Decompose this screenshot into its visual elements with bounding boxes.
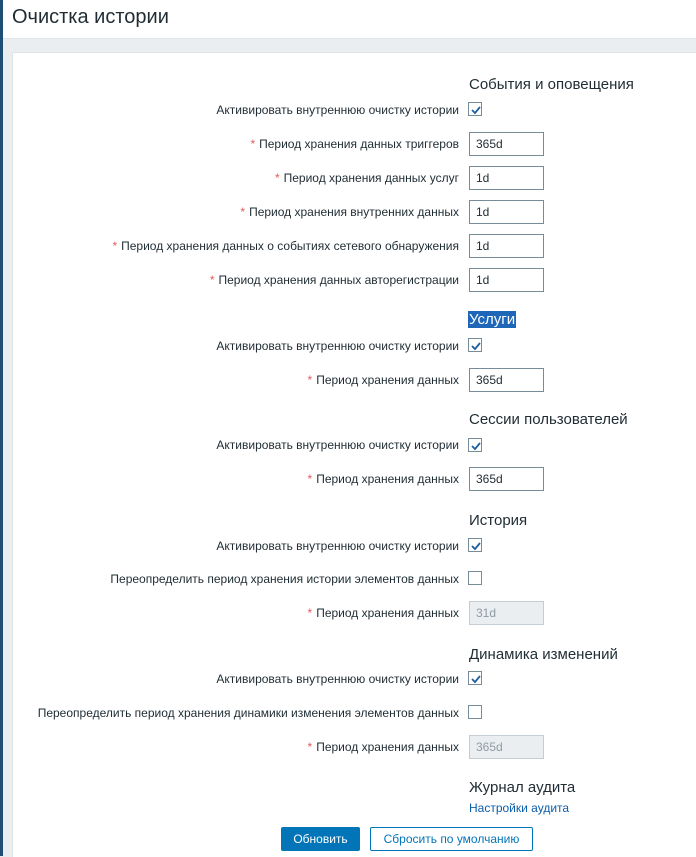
service-period-label: * Период хранения данных услуг [274, 171, 459, 185]
services-period-input[interactable] [469, 368, 544, 392]
trigger-period-input[interactable] [469, 132, 544, 156]
discovery-period-label: * Период хранения данных о событиях сетевого обнаружения [112, 239, 459, 253]
checkmark-icon [470, 340, 482, 352]
required-marker: * [307, 373, 313, 387]
history-period-label: * Период хранения данных [307, 606, 459, 620]
section-title-history: История [469, 512, 528, 529]
events-enable-label: Активировать внутреннюю очистку истории [216, 103, 459, 117]
services-period-label: * Период хранения данных [307, 373, 459, 387]
services-enable-label: Активировать внутреннюю очистку истории [216, 339, 459, 353]
autoreg-period-input[interactable] [469, 268, 544, 292]
section-title-sessions: Сессии пользователей [469, 411, 628, 428]
autoreg-period-label: * Период хранения данных авторегистрации [209, 273, 459, 287]
required-marker: * [250, 137, 256, 151]
trends-period-input [469, 735, 544, 759]
page-header [3, 0, 696, 39]
required-marker: * [307, 606, 313, 620]
sidebar-edge [0, 0, 3, 856]
history-override-checkbox[interactable] [468, 571, 482, 585]
trigger-period-label: * Период хранения данных триггеров [250, 137, 459, 151]
history-period-input [469, 601, 544, 625]
trends-period-label: * Период хранения данных [307, 740, 459, 754]
sessions-enable-label: Активировать внутреннюю очистку истории [216, 438, 459, 452]
required-marker: * [307, 472, 313, 486]
required-marker: * [112, 239, 118, 253]
page-title: Очистка истории [12, 6, 169, 28]
service-period-input[interactable] [469, 166, 544, 190]
required-marker: * [307, 740, 313, 754]
reset-defaults-button[interactable]: Сбросить по умолчанию [370, 827, 533, 851]
section-title-events: События и оповещения [469, 76, 634, 93]
section-title-services: Услуги [469, 311, 516, 328]
events-enable-checkbox[interactable] [468, 102, 482, 116]
trends-override-label: Переопределить период хранения динамики изменения элементов данных [37, 706, 459, 720]
history-enable-label: Активировать внутреннюю очистку истории [216, 539, 459, 553]
internal-period-label: * Период хранения внутренних данных [240, 205, 459, 219]
trends-enable-label: Активировать внутреннюю очистку истории [216, 672, 459, 686]
section-title-audit: Журнал аудита [469, 779, 576, 796]
required-marker: * [274, 171, 280, 185]
audit-settings-link[interactable]: Настройки аудита [469, 801, 570, 815]
history-enable-checkbox[interactable] [468, 538, 482, 552]
trends-enable-checkbox[interactable] [468, 671, 482, 685]
checkmark-icon [470, 540, 482, 552]
checkmark-icon [470, 440, 482, 452]
sessions-enable-checkbox[interactable] [468, 438, 482, 452]
internal-period-input[interactable] [469, 200, 544, 224]
required-marker: * [240, 205, 246, 219]
sessions-period-input[interactable] [469, 467, 544, 491]
history-override-label: Переопределить период хранения истории элементов данных [110, 572, 459, 586]
checkmark-icon [470, 104, 482, 116]
services-enable-checkbox[interactable] [468, 338, 482, 352]
checkmark-icon [470, 673, 482, 685]
trends-override-checkbox[interactable] [468, 705, 482, 719]
update-button[interactable]: Обновить [281, 827, 360, 851]
required-marker: * [209, 273, 215, 287]
discovery-period-input[interactable] [469, 234, 544, 258]
sessions-period-label: * Период хранения данных [307, 472, 459, 486]
section-title-trends: Динамика изменений [469, 646, 618, 663]
